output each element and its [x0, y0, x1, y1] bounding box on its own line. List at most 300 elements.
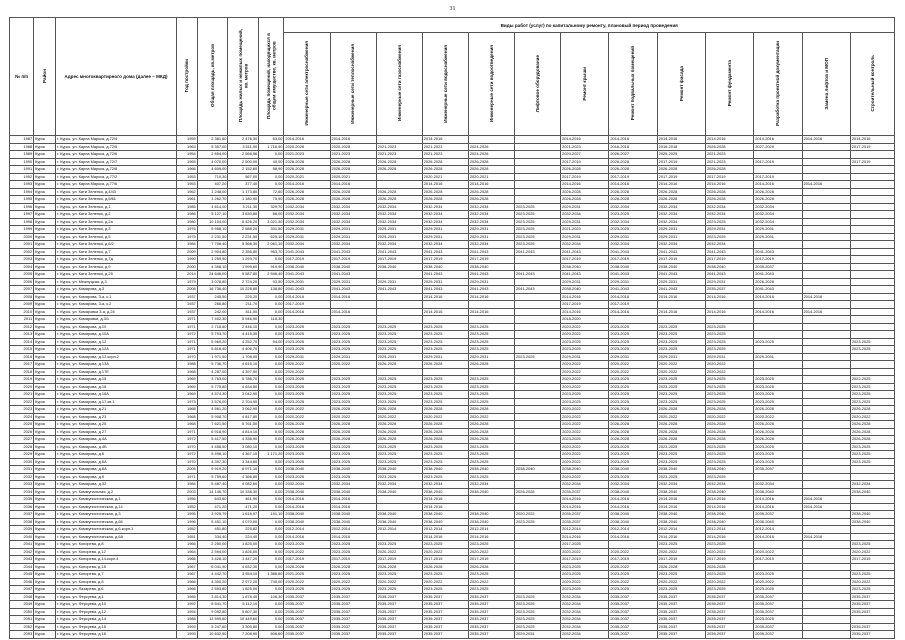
living-area-cell: 1 825,00: [228, 586, 259, 594]
work-period-cell: 2023-2025: [468, 541, 514, 549]
work-period-cell: 2041-2043: [657, 271, 705, 279]
work-period-cell: 2023-2025: [422, 473, 468, 481]
work-period-cell: [802, 316, 850, 324]
row-number-cell: 2052: [10, 623, 34, 631]
district-cell: Курск: [34, 301, 56, 309]
work-period-cell: 2014-2016: [705, 496, 753, 504]
work-period-cell: 2023-2025: [468, 391, 514, 399]
work-period-cell: [802, 323, 850, 331]
work-period-cell: 2038-2040: [376, 518, 422, 526]
work-period-cell: 2023-2025: [705, 323, 753, 331]
work-period-cell: 2029-2031: [330, 278, 376, 286]
year-cell: 1980: [176, 218, 197, 226]
work-period-cell: 2026-2028: [705, 196, 753, 204]
work-period-cell: 2017-2019: [705, 556, 753, 564]
work-period-cell: [376, 533, 422, 541]
work-period-cell: 2017-2019: [561, 158, 609, 166]
work-period-cell: 2026-2028: [422, 406, 468, 414]
table-row: [10, 338, 895, 346]
work-period-cell: 2026-2028: [468, 158, 514, 166]
row-number-cell: 2024: [10, 413, 34, 421]
total-area-cell: 4 070,00: [197, 158, 228, 166]
work-period-cell: [657, 316, 705, 324]
work-period-cell: 2014-2016: [802, 503, 850, 511]
work-period-cell: 2023-2025: [468, 458, 514, 466]
work-period-cell: 2023-2025: [284, 451, 330, 459]
work-period-cell: [514, 346, 560, 354]
year-cell: 1970: [176, 443, 197, 451]
common-area-cell: 740,00: [259, 578, 284, 586]
work-period-cell: [850, 263, 894, 271]
work-period-cell: 2023-2025: [284, 458, 330, 466]
work-period-cell: 2020-2021: [330, 173, 376, 181]
work-period-cell: 2023-2025: [422, 331, 468, 339]
work-period-cell: 2014-2016: [705, 181, 753, 189]
work-period-cell: [514, 458, 560, 466]
work-period-cell: 2035-2037: [422, 631, 468, 639]
total-area-cell: 7 621,50: [197, 421, 228, 429]
work-period-cell: 2032-2034: [284, 218, 330, 226]
work-period-cell: 2023-2025: [330, 391, 376, 399]
work-period-cell: 2020-2022: [284, 413, 330, 421]
work-period-cell: 2026-2028: [330, 406, 376, 414]
work-period-cell: 2026-2028: [330, 436, 376, 444]
work-period-cell: 2017-2019: [609, 301, 657, 309]
work-period-cell: 2038-2040: [657, 466, 705, 474]
work-period-cell: 2020-2022: [609, 361, 657, 369]
work-period-cell: 2035-2037: [705, 631, 753, 639]
col-header-address: Адрес многоквартирного дома (далее – МКД): [56, 18, 177, 136]
work-period-cell: 2026-2028: [754, 428, 802, 436]
work-period-cell: 2038-2040: [609, 488, 657, 496]
work-period-cell: 2020-2028: [330, 143, 376, 151]
work-period-cell: 2032-2034: [609, 218, 657, 226]
total-area-cell: 4 561,20: [197, 406, 228, 414]
work-period-cell: 2026-2028: [376, 158, 422, 166]
work-period-cell: 2023-2025: [422, 451, 468, 459]
year-cell: 1988: [176, 361, 197, 369]
work-period-cell: 2035-2037: [850, 601, 894, 609]
row-number-cell: 1990: [10, 158, 34, 166]
work-period-cell: 2014-2016: [330, 533, 376, 541]
common-area-cell: 0,00: [259, 586, 284, 594]
row-number-cell: 2017: [10, 361, 34, 369]
district-cell: Курск: [34, 436, 56, 444]
work-period-cell: 2020-2022: [657, 368, 705, 376]
common-area-cell: 2 061,10: [259, 241, 284, 249]
work-period-cell: 2014-2016: [802, 533, 850, 541]
work-period-cell: 2014-2016: [754, 533, 802, 541]
work-period-cell: 2035-2037: [284, 623, 330, 631]
work-period-cell: 2038-2040: [376, 488, 422, 496]
work-period-cell: [514, 428, 560, 436]
work-period-cell: 2026-2028: [850, 406, 894, 414]
address-cell: г. Курск, ул. Карла Маркса, д.72/8: [56, 166, 177, 174]
common-area-cell: 0,00: [259, 541, 284, 549]
work-period-cell: [850, 503, 894, 511]
work-period-cell: 2014-2016: [330, 496, 376, 504]
work-period-cell: [802, 211, 850, 219]
work-period-cell: [850, 526, 894, 534]
work-period-cell: 2023-2025: [514, 353, 560, 361]
work-period-cell: 2032-2034: [561, 211, 609, 219]
work-period-cell: 2014-2016: [561, 293, 609, 301]
table-row: [10, 526, 895, 534]
work-period-cell: 2029-2031: [561, 233, 609, 241]
work-period-cell: 2020-2022: [561, 473, 609, 481]
work-period-cell: 2026-2028: [284, 158, 330, 166]
work-period-cell: 2026-2028: [468, 166, 514, 174]
work-period-cell: 2017-2019: [657, 556, 705, 564]
work-period-cell: [376, 316, 422, 324]
work-period-cell: 2023-2025: [561, 563, 609, 571]
address-cell: г. Курск, ул. Комарова, д.17Е: [56, 368, 177, 376]
address-cell: г. Курск, ул. Комарова, д.17-кв.1: [56, 398, 177, 406]
district-cell: Курск: [34, 473, 56, 481]
living-area-cell: 5 807,30: [228, 608, 259, 616]
work-period-cell: 2035-2037: [284, 601, 330, 609]
work-period-cell: 2035-2037: [754, 466, 802, 474]
work-period-cell: [514, 451, 560, 459]
work-period-cell: [514, 376, 560, 384]
work-period-cell: [514, 331, 560, 339]
work-period-cell: 2023-2025: [376, 586, 422, 594]
year-cell: 1992: [176, 601, 197, 609]
work-period-cell: [514, 496, 560, 504]
work-period-cell: 2041-2043: [657, 286, 705, 294]
district-cell: Курск: [34, 428, 56, 436]
living-area-cell: 4 615,10: [228, 361, 259, 369]
work-period-cell: 2032-2034: [705, 481, 753, 489]
table-row: [10, 578, 895, 586]
work-period-cell: 2020-2022: [561, 443, 609, 451]
work-period-cell: [754, 241, 802, 249]
work-period-cell: 2014-2016: [705, 308, 753, 316]
work-period-cell: 2026-2028: [376, 436, 422, 444]
table-row: [10, 473, 895, 481]
work-period-cell: 2026-2028: [376, 188, 422, 196]
work-period-cell: 2026-2028: [284, 196, 330, 204]
work-period-cell: 2041-2043: [330, 248, 376, 256]
year-cell: 1959: [176, 136, 197, 144]
district-cell: Курск: [34, 323, 56, 331]
living-area-cell: 2 231,50: [228, 233, 259, 241]
work-period-cell: 2038-2040: [657, 511, 705, 519]
work-period-cell: 2026-2028: [376, 428, 422, 436]
work-period-cell: [376, 368, 422, 376]
work-period-cell: 2035-2037: [754, 263, 802, 271]
work-period-cell: 2014-2016: [754, 496, 802, 504]
work-period-cell: [514, 143, 560, 151]
work-period-cell: [802, 481, 850, 489]
work-period-cell: 2035-2037: [330, 616, 376, 624]
row-number-cell: 2041: [10, 541, 34, 549]
work-period-cell: 2023-2025: [284, 443, 330, 451]
work-period-cell: 2035-2037: [850, 623, 894, 631]
work-period-cell: 2020-2022: [284, 361, 330, 369]
work-period-cell: 2041-2043: [468, 286, 514, 294]
address-cell: г. Курск, ул. Комарова, д.10: [56, 323, 177, 331]
district-cell: Курск: [34, 541, 56, 549]
work-period-cell: 2032-2034: [657, 211, 705, 219]
address-cell: г. Курск, ул. Комарова, д.27: [56, 428, 177, 436]
row-number-cell: 1997: [10, 211, 34, 219]
work-period-cell: 2029-2031: [468, 226, 514, 234]
work-period-cell: 2032-2034: [284, 203, 330, 211]
work-period-cell: [514, 421, 560, 429]
work-period-cell: 2035-2037: [561, 511, 609, 519]
total-area-cell: 266,80: [197, 301, 228, 309]
table-header: [10, 18, 895, 136]
work-period-cell: 2026-2028: [657, 421, 705, 429]
work-period-cell: 2023-2025: [850, 451, 894, 459]
row-number-cell: 2014: [10, 338, 34, 346]
work-period-cell: 2041-2043: [422, 286, 468, 294]
work-period-cell: 2026-2028: [609, 188, 657, 196]
work-period-cell: 2029-2031: [657, 226, 705, 234]
work-period-cell: 2035-2037: [657, 593, 705, 601]
work-period-cell: 2029-2031: [422, 353, 468, 361]
living-area-cell: 225,20: [228, 293, 259, 301]
col-header-work-8: Ремонт фасада: [657, 33, 705, 136]
work-period-cell: 2035-2037: [657, 601, 705, 609]
living-area-cell: 4 367,10: [228, 451, 259, 459]
work-period-cell: 2035-2037: [468, 616, 514, 624]
year-cell: 1993: [176, 623, 197, 631]
year-cell: 1967: [176, 571, 197, 579]
common-area-cell: 118,30: [259, 316, 284, 324]
work-period-cell: 2026-2028: [705, 428, 753, 436]
district-cell: Курск: [34, 593, 56, 601]
work-period-cell: 2017-2019: [561, 301, 609, 309]
address-cell: г. Курск, ул. Конорева, д.7: [56, 571, 177, 579]
work-period-cell: 2038-2040: [330, 518, 376, 526]
common-area-cell: 0,00: [259, 623, 284, 631]
total-area-cell: 1 262,70: [197, 196, 228, 204]
work-period-cell: 2026-2028: [609, 436, 657, 444]
row-number-cell: 2030: [10, 458, 34, 466]
work-period-cell: 2017-2025: [561, 541, 609, 549]
living-area-cell: 1 825,00: [228, 541, 259, 549]
work-period-cell: [802, 376, 850, 384]
living-area-cell: 211,70: [228, 301, 259, 309]
address-cell: г. Курск, ул. Кати Зеленко, д.7д: [56, 256, 177, 264]
year-cell: 1966: [176, 541, 197, 549]
work-period-cell: 2020-2022: [561, 578, 609, 586]
total-area-cell: 5 759,60: [197, 473, 228, 481]
common-area-cell: 58,90: [259, 166, 284, 174]
work-period-cell: 2014-2016: [561, 136, 609, 144]
work-period-cell: 2035-2037: [376, 593, 422, 601]
year-cell: 2009: [176, 248, 197, 256]
work-period-cell: 2023-2025: [422, 398, 468, 406]
col-header-work-7: Ремонт подвальных помещений: [609, 33, 657, 136]
work-period-cell: [802, 541, 850, 549]
work-period-cell: 2014-2016: [802, 496, 850, 504]
work-period-cell: 2041-2043: [514, 286, 560, 294]
work-period-cell: 2023-2025: [609, 338, 657, 346]
work-period-cell: 2012-2014: [422, 526, 468, 534]
common-area-cell: 0,00: [259, 556, 284, 564]
total-area-cell: 5 357,00: [197, 143, 228, 151]
address-cell: г. Курск, ул. Комарова, д.32: [56, 481, 177, 489]
work-period-cell: 2023-2025: [609, 211, 657, 219]
work-period-cell: 2023-2025: [514, 241, 560, 249]
work-period-cell: 2023-2025: [657, 443, 705, 451]
table-row: [10, 286, 895, 294]
table-row: [10, 181, 895, 189]
work-period-cell: 2035-2037: [468, 593, 514, 601]
address-cell: г. Курск, ул. Кати Зеленко, д.4/43: [56, 188, 177, 196]
row-number-cell: 2019: [10, 376, 34, 384]
work-period-cell: 2023-2025: [514, 226, 560, 234]
work-period-cell: 2032-2034: [376, 211, 422, 219]
address-cell: г. Курск, ул. Лазарева, д.6: [56, 586, 177, 594]
work-period-cell: [376, 271, 422, 279]
work-period-cell: 2029-2031: [561, 353, 609, 361]
year-cell: 1970: [176, 353, 197, 361]
address-cell: г. Курск, ул. Кати Зеленко, д.2: [56, 211, 177, 219]
work-period-cell: [802, 301, 850, 309]
work-period-cell: 2014-2016: [561, 496, 609, 504]
year-cell: 1976: [176, 226, 197, 234]
work-period-cell: 2026-2028: [422, 563, 468, 571]
work-period-cell: 2023-2025: [705, 391, 753, 399]
work-period-cell: 2023-2025: [850, 586, 894, 594]
work-period-cell: 2017-2019: [561, 256, 609, 264]
common-area-cell: 0,00: [259, 601, 284, 609]
work-period-cell: 2032-2034: [330, 481, 376, 489]
work-period-cell: 2023-2025: [657, 458, 705, 466]
living-area-cell: 5 946,90: [228, 316, 259, 324]
work-period-cell: 2026-2028: [657, 166, 705, 174]
table-row: [10, 166, 895, 174]
address-cell: г. Курск, ул. Комарова, д.13А: [56, 361, 177, 369]
address-cell: г. Курск, ул. Ферсуева, д.15: [56, 623, 177, 631]
district-cell: Курск: [34, 338, 56, 346]
work-period-cell: 2041-2043: [468, 248, 514, 256]
work-period-cell: 2041-2043: [754, 248, 802, 256]
work-period-cell: 2023-2025: [376, 458, 422, 466]
work-period-cell: [850, 496, 894, 504]
work-period-cell: 2029-2031: [330, 233, 376, 241]
work-period-cell: 2035-2037: [657, 623, 705, 631]
work-period-cell: 2038-2040: [376, 511, 422, 519]
work-period-cell: [705, 316, 753, 324]
year-cell: 1994: [176, 608, 197, 616]
work-period-cell: 2021-2023: [422, 151, 468, 159]
work-period-cell: 2023-2025: [754, 458, 802, 466]
work-period-cell: [802, 548, 850, 556]
work-period-cell: 2029-2031: [705, 353, 753, 361]
row-number-cell: 2013: [10, 331, 34, 339]
work-period-cell: 2023-2025: [284, 346, 330, 354]
work-period-cell: [376, 308, 422, 316]
work-period-cell: 2020-2022: [705, 548, 753, 556]
work-period-cell: 2023-2025: [468, 398, 514, 406]
work-period-cell: 2017-2019: [561, 173, 609, 181]
district-cell: Курск: [34, 173, 56, 181]
district-cell: Курск: [34, 278, 56, 286]
work-period-cell: 2023-2025: [514, 593, 560, 601]
work-period-cell: 2032-2034: [657, 203, 705, 211]
row-number-cell: 2051: [10, 616, 34, 624]
year-cell: 1937: [176, 301, 197, 309]
row-number-cell: 2023: [10, 406, 34, 414]
work-period-cell: 2026-2028: [850, 428, 894, 436]
work-period-cell: 2023-2025: [468, 331, 514, 339]
common-area-cell: 0,00: [259, 331, 284, 339]
work-period-cell: 2023-2025: [657, 338, 705, 346]
work-period-cell: 2038-2040: [422, 263, 468, 271]
total-area-cell: 5 775,80: [197, 383, 228, 391]
work-period-cell: 2026-2028: [330, 158, 376, 166]
work-period-cell: [422, 316, 468, 324]
total-area-cell: 10 104,00: [197, 218, 228, 226]
address-cell: г. Курск, ул. Ферсуева, д.16: [56, 631, 177, 639]
work-period-cell: 2020-2022: [561, 383, 609, 391]
work-period-cell: 2026-2028: [284, 436, 330, 444]
work-period-cell: 2021-2023: [705, 158, 753, 166]
work-period-cell: 2023-2025: [705, 458, 753, 466]
work-period-cell: 2035-2037: [850, 631, 894, 639]
work-period-cell: 2035-2037: [657, 616, 705, 624]
work-period-cell: [514, 136, 560, 144]
col-header-work-1: Инженерные сети теплоснабжения: [330, 33, 376, 136]
work-period-cell: 2023-2025: [284, 391, 330, 399]
work-period-cell: 2041-2043: [754, 271, 802, 279]
work-period-cell: 2035-2037: [330, 623, 376, 631]
work-period-cell: 2014-2016: [422, 181, 468, 189]
work-period-cell: 2021-2025: [284, 571, 330, 579]
district-cell: Курск: [34, 586, 56, 594]
work-period-cell: 2023-2025: [609, 443, 657, 451]
work-period-cell: 2038-2040: [422, 488, 468, 496]
table-row: [10, 586, 895, 594]
common-area-cell: 106,30: [259, 593, 284, 601]
living-area-cell: 4 634,50: [228, 383, 259, 391]
common-area-cell: 625,10: [259, 233, 284, 241]
year-cell: 1969: [176, 391, 197, 399]
work-period-cell: 2026-2028: [850, 421, 894, 429]
work-period-cell: 2020-2022: [468, 578, 514, 586]
common-area-cell: 0,00: [259, 383, 284, 391]
work-period-cell: 2024-2026: [468, 143, 514, 151]
work-period-cell: 2041-2043: [514, 248, 560, 256]
work-period-cell: 2032-2034: [657, 481, 705, 489]
row-number-cell: 2020: [10, 383, 34, 391]
work-period-cell: 2023-2025: [330, 376, 376, 384]
work-period-cell: 2023-2025: [705, 338, 753, 346]
row-number-cell: 2022: [10, 398, 34, 406]
work-period-cell: [802, 263, 850, 271]
total-area-cell: 6 918,90: [197, 428, 228, 436]
work-period-cell: 2023-2025: [284, 473, 330, 481]
total-area-cell: 5 793,70: [197, 331, 228, 339]
table-row: [10, 203, 895, 211]
work-period-cell: [754, 323, 802, 331]
work-period-cell: 2017-2019: [561, 556, 609, 564]
table-row: [10, 136, 895, 144]
row-number-cell: 1987: [10, 136, 34, 144]
work-period-cell: 2026-2028: [376, 196, 422, 204]
work-period-cell: [850, 473, 894, 481]
work-period-cell: 2014-2016: [657, 308, 705, 316]
year-cell: 1972: [176, 331, 197, 339]
work-period-cell: 2020-2022: [657, 413, 705, 421]
work-period-cell: 2023-2025: [850, 398, 894, 406]
work-period-cell: [514, 548, 560, 556]
